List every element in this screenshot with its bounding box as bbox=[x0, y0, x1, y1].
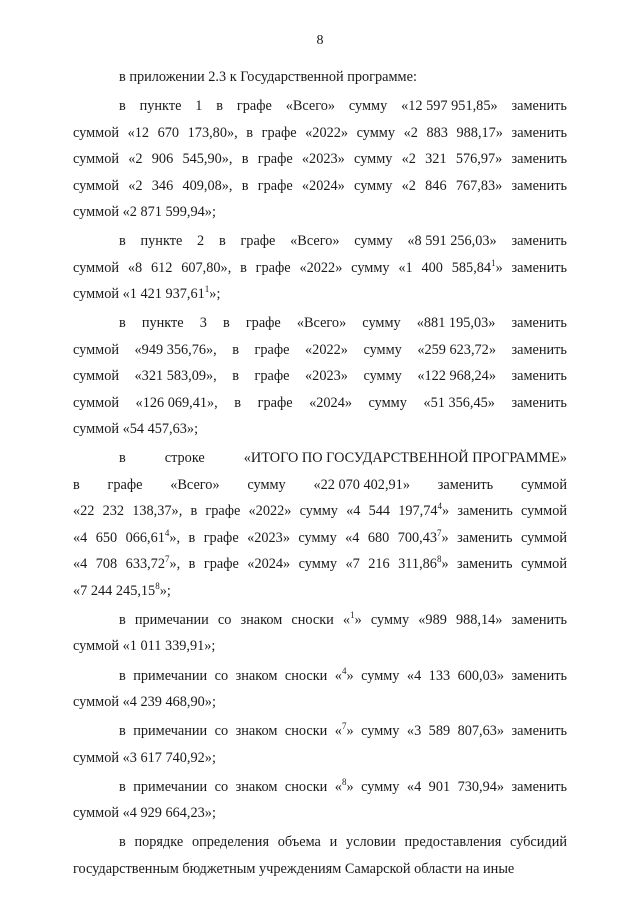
paragraph bbox=[73, 718, 567, 771]
text-line bbox=[73, 445, 567, 472]
word: «22 070 402,91» bbox=[313, 476, 410, 493]
word: «ИТОГО ПО ГОСУДАРСТВЕННОЙ ПРОГРАММЕ» bbox=[243, 450, 567, 467]
line-text: суммой «4 239 468,90»; bbox=[73, 694, 216, 711]
line-text: в порядке определения объема и условии предоставления субсидий bbox=[119, 834, 567, 851]
text-line bbox=[73, 718, 567, 745]
line-text: в примечании со знаком сноски «$^8$» сумму «4 901 730,94» заменить bbox=[119, 776, 567, 795]
word: сумму bbox=[354, 233, 393, 250]
word: графе bbox=[240, 233, 276, 250]
text-line bbox=[73, 607, 567, 634]
line-text: суммой «2 906 545,90», в графе «2023» сумму «2 321 576,97» заменить bbox=[73, 151, 567, 168]
word: «8 591 256,03» bbox=[407, 233, 497, 250]
word: сумму bbox=[362, 315, 401, 332]
word: суммой bbox=[73, 394, 120, 411]
paragraph bbox=[73, 228, 567, 308]
word: графе bbox=[236, 98, 272, 115]
word: «126 069,41», bbox=[135, 394, 218, 411]
word: заменить bbox=[511, 394, 567, 411]
paragraph bbox=[73, 93, 567, 226]
word: сумму bbox=[363, 368, 402, 385]
word: «Всего» bbox=[296, 315, 347, 332]
text-line bbox=[73, 390, 567, 417]
word: «Всего» bbox=[285, 98, 336, 115]
document-body bbox=[73, 64, 567, 885]
word: в bbox=[218, 233, 226, 250]
word: в bbox=[119, 315, 126, 332]
paragraph bbox=[73, 663, 567, 716]
paragraph bbox=[73, 310, 567, 443]
line-text: в примечании со знаком сноски «$^7$» сумму «3 589 807,63» заменить bbox=[119, 721, 567, 740]
paragraph bbox=[73, 774, 567, 827]
line-text: в примечании со знаком сноски «$^4$» сумму «4 133 600,03» заменить bbox=[119, 665, 567, 684]
line-text: «7 244 245,15$^8$»; bbox=[73, 580, 171, 599]
line-text: в приложении 2.3 к Государственной программе: bbox=[119, 69, 417, 85]
paragraph bbox=[73, 829, 567, 882]
word: «259 623,72» bbox=[417, 341, 496, 358]
word: сумму bbox=[363, 341, 402, 358]
word: сумму bbox=[368, 394, 407, 411]
word: графе bbox=[254, 368, 290, 385]
line-text: «4 708 633,72$^7$», в графе «2024» сумму «7 216 311,86$^8$» заменить суммой bbox=[73, 554, 567, 573]
word: в bbox=[119, 98, 126, 115]
text-line bbox=[73, 228, 567, 255]
text-line bbox=[73, 255, 567, 282]
word: суммой bbox=[73, 368, 120, 385]
text-line bbox=[73, 856, 567, 883]
text-line bbox=[73, 281, 567, 308]
line-text: суммой «12 670 173,80», в графе «2022» сумму «2 883 988,17» заменить bbox=[73, 124, 567, 141]
word: «12 597 951,85» bbox=[401, 98, 498, 115]
word: в bbox=[73, 476, 80, 493]
line-text: суммой «3 617 740,92»; bbox=[73, 749, 216, 766]
word: суммой bbox=[73, 341, 120, 358]
word: пункте bbox=[141, 315, 184, 332]
text-line bbox=[73, 689, 567, 716]
word: в bbox=[232, 341, 240, 358]
word: заменить bbox=[511, 341, 567, 358]
text-line bbox=[73, 146, 567, 173]
word: в bbox=[216, 98, 224, 115]
line-text: суммой «54 457,63»; bbox=[73, 421, 199, 438]
paragraph bbox=[73, 607, 567, 660]
word: строке bbox=[164, 450, 205, 467]
text-line bbox=[73, 800, 567, 827]
word: в bbox=[232, 368, 240, 385]
word: заменить bbox=[437, 476, 494, 493]
word: 3 bbox=[199, 315, 207, 332]
line-text: суммой «1 011 339,91»; bbox=[73, 638, 216, 655]
text-line bbox=[73, 64, 567, 91]
word: «Всего» bbox=[290, 233, 340, 250]
paragraph bbox=[73, 445, 567, 604]
word: сумму bbox=[348, 98, 388, 115]
line-text: суммой «1 421 937,61$^1$»; bbox=[73, 284, 221, 303]
line-text: государственным бюджетным учреждениям Самарской области на иные bbox=[73, 860, 515, 877]
word: «321 583,09», bbox=[134, 368, 217, 385]
text-line bbox=[73, 120, 567, 147]
paragraph bbox=[73, 64, 567, 91]
text-line bbox=[73, 93, 567, 120]
text-line bbox=[73, 745, 567, 772]
word: «2024» bbox=[309, 394, 352, 411]
word: в bbox=[119, 450, 126, 467]
page-number: 8 bbox=[316, 33, 324, 48]
line-text: «22 232 138,37», в графе «2022» сумму «4 544 197,74$^4$» заменить суммой bbox=[73, 501, 568, 520]
line-text: суммой «8 612 607,80», в графе «2022» сумму «1 400 585,84$^1$» заменить bbox=[73, 257, 567, 276]
word: «2022» bbox=[305, 341, 348, 358]
line-text: суммой «2 346 409,08», в графе «2024» сумму «2 846 767,83» заменить bbox=[73, 177, 567, 194]
word: пункте bbox=[139, 98, 182, 115]
text-line bbox=[73, 199, 567, 226]
word: пункте bbox=[140, 233, 183, 250]
word: «Всего» bbox=[170, 476, 220, 493]
line-text: суммой «4 929 664,23»; bbox=[73, 805, 216, 822]
text-line bbox=[73, 173, 567, 200]
text-line bbox=[73, 337, 567, 364]
word: заменить bbox=[511, 315, 567, 332]
word: «949 356,76», bbox=[134, 341, 217, 358]
text-line bbox=[73, 774, 567, 801]
text-line bbox=[73, 416, 567, 443]
word: заменить bbox=[511, 368, 567, 385]
line-text: суммой «2 871 599,94»; bbox=[73, 204, 216, 221]
word: заменить bbox=[511, 98, 567, 115]
word: графе bbox=[107, 476, 143, 493]
word: графе bbox=[254, 341, 290, 358]
word: 1 bbox=[195, 98, 203, 115]
text-line bbox=[73, 363, 567, 390]
text-line bbox=[73, 633, 567, 660]
text-line bbox=[73, 551, 567, 578]
word: в bbox=[119, 233, 126, 250]
text-line bbox=[73, 498, 567, 525]
line-text: «4 650 066,61$^4$», в графе «2023» сумму «4 680 700,43$^7$» заменить суммой bbox=[73, 527, 567, 546]
word: сумму bbox=[247, 476, 286, 493]
word: «51 356,45» bbox=[423, 394, 495, 411]
word: графе bbox=[257, 394, 293, 411]
word: графе bbox=[245, 315, 281, 332]
text-line bbox=[73, 310, 567, 337]
line-text: в примечании со знаком сноски «$^1$» сумму «989 988,14» заменить bbox=[119, 609, 567, 628]
word: заменить bbox=[511, 233, 567, 250]
text-line bbox=[73, 525, 567, 552]
text-line bbox=[73, 663, 567, 690]
text-line bbox=[73, 829, 567, 856]
word: «122 968,24» bbox=[417, 368, 496, 385]
word: в bbox=[222, 315, 230, 332]
word: 2 bbox=[197, 233, 205, 250]
text-line bbox=[73, 472, 567, 499]
word: «2023» bbox=[305, 368, 348, 385]
word: суммой bbox=[520, 476, 567, 493]
word: в bbox=[234, 394, 242, 411]
word: «881 195,03» bbox=[416, 315, 496, 332]
text-line bbox=[73, 578, 567, 605]
